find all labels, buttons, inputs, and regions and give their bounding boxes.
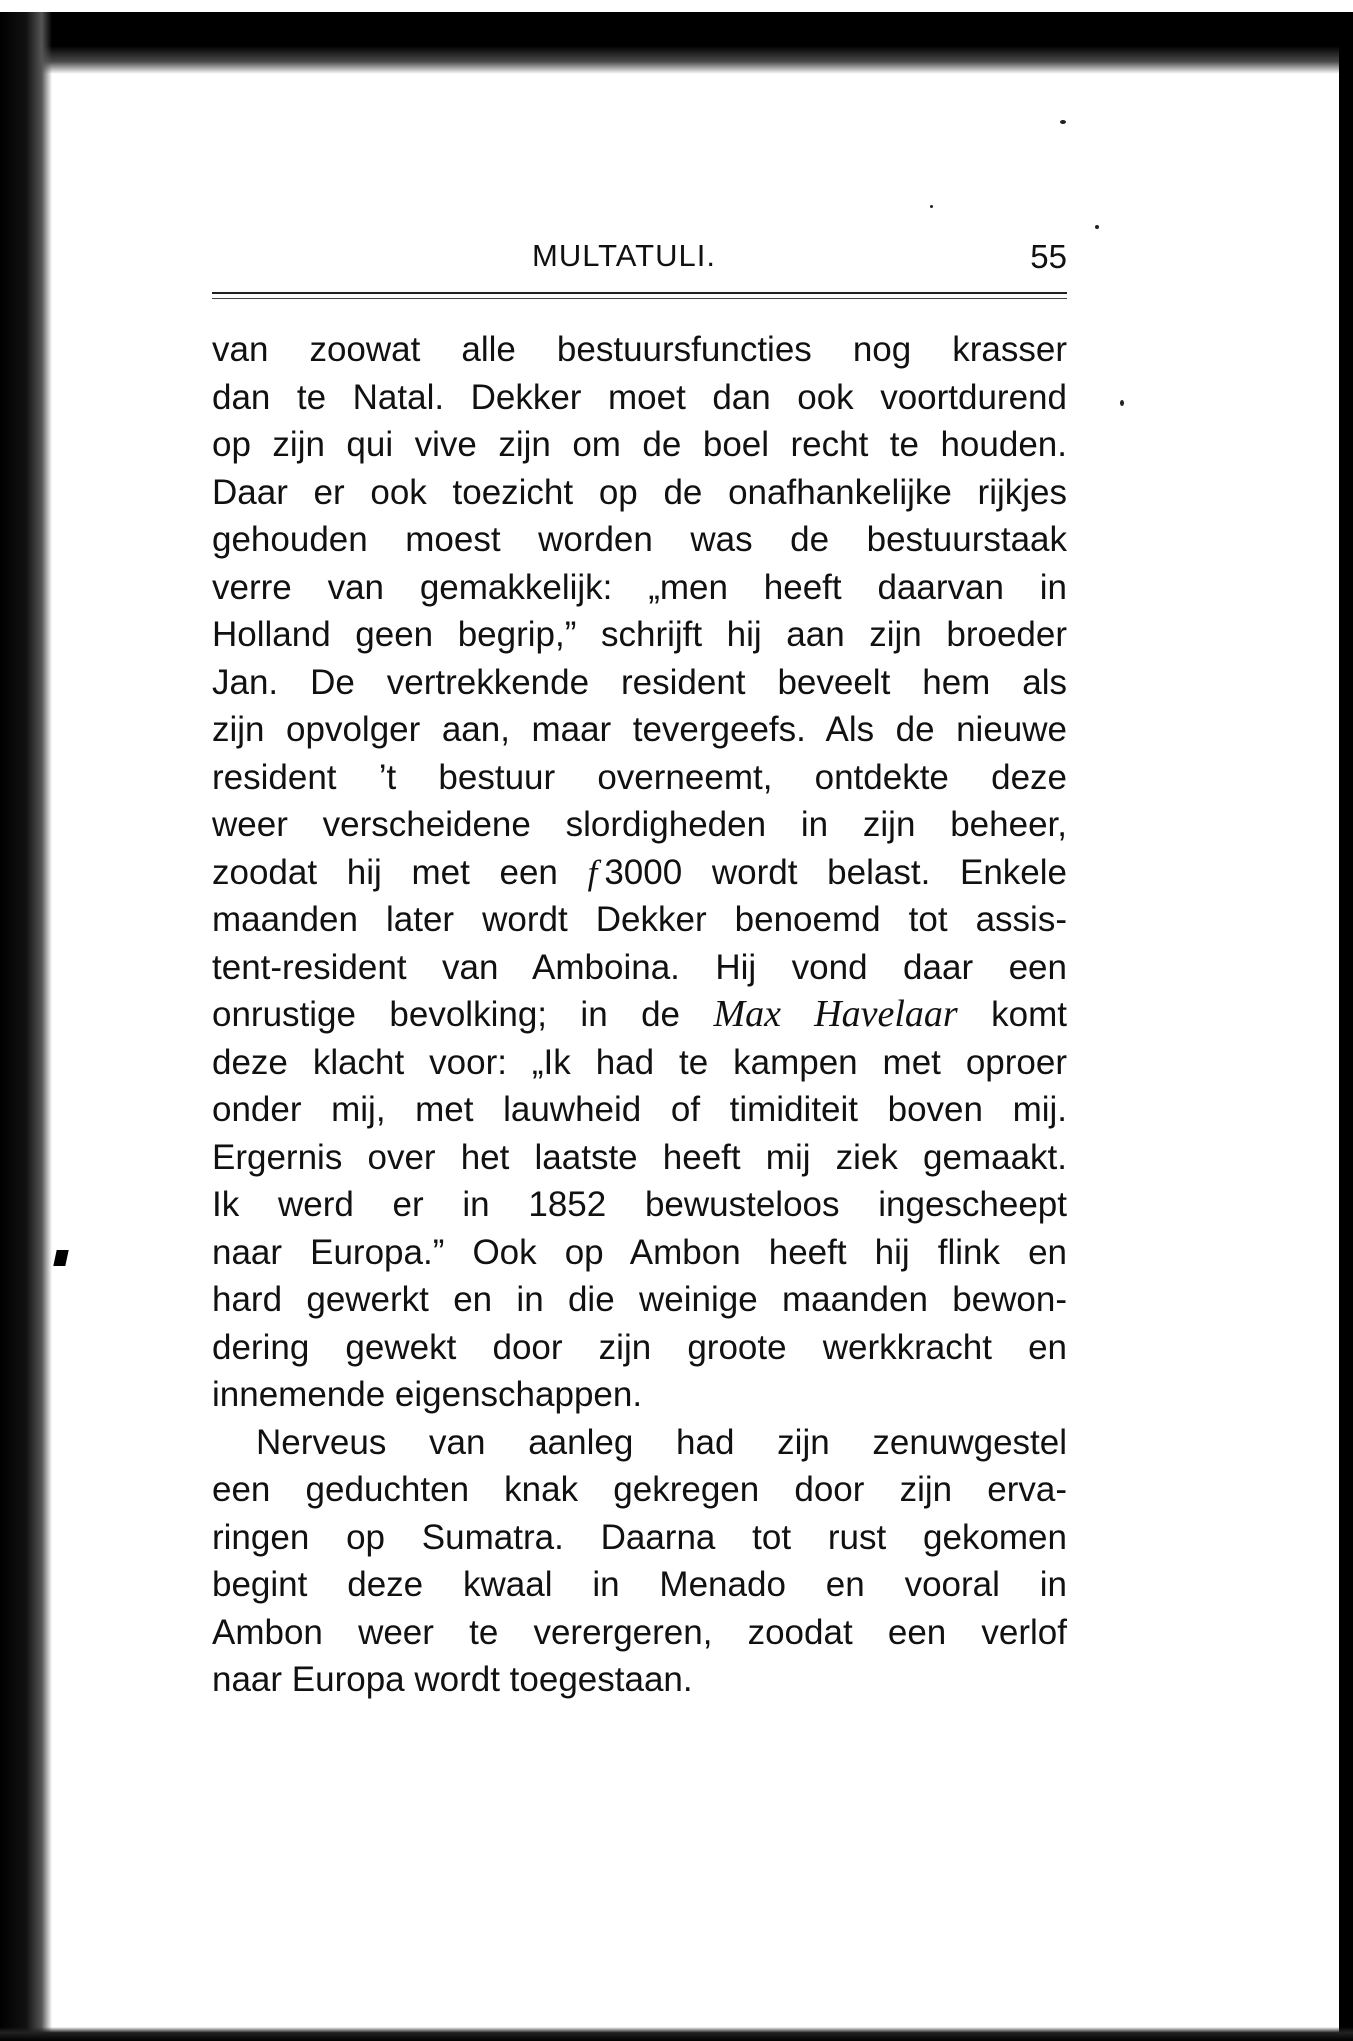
text-line: van zoowat alle bestuursfuncties nog krasser <box>212 330 1067 369</box>
amount: 3000 <box>604 852 683 892</box>
text-line-with-title <box>212 991 1067 1039</box>
text-line: resident ’t bestuur overneemt, ontdekte deze <box>212 757 1067 797</box>
text-segment: komt <box>991 995 1068 1034</box>
text-line: Daar er ook toezicht op de onafhankelijke rijkjes <box>212 472 1067 512</box>
scan-left-edge <box>0 12 52 2041</box>
guilder-sign: f <box>587 852 598 892</box>
text-line: Nerveus van aanleg had zijn zenuwgestel <box>256 1422 1067 1462</box>
text-line: weer verscheidene slordigheden in zijn beheer, <box>212 805 1067 844</box>
text-line: dan te Natal. Dekker moet dan ook voortdurend <box>212 377 1067 417</box>
text-line-with-currency <box>212 849 1067 897</box>
text-line: dering gewekt door zijn groote werkkracht en <box>212 1327 1067 1367</box>
scan-right-edge <box>1339 12 1353 2041</box>
scan-top-edge <box>0 12 1353 74</box>
text-line: tent-resident van Amboina. Hij vond daar een <box>212 947 1067 987</box>
text-line: Holland geen begrip,” schrijft hij aan zijn broeder <box>212 615 1067 654</box>
text-line: Ik werd er in 1852 bewusteloos ingescheept <box>212 1185 1067 1224</box>
text-line: hard gewerkt en in die weinige maanden bewon- <box>212 1280 1067 1319</box>
text-line: innemende eigenschappen. <box>212 1375 643 1414</box>
scan-bottom-edge <box>0 2027 1353 2041</box>
text-line: gehouden moest worden was de bestuurstaak <box>212 520 1067 559</box>
text-line: een geduchten knak gekregen door zijn erva- <box>212 1470 1067 1509</box>
body-text <box>212 326 1067 1704</box>
text-line: Jan. De vertrekkende resident beveelt hem als <box>212 662 1067 702</box>
text-line: verre van gemakkelijk: „men heeft daarvan in <box>212 567 1067 607</box>
text-line: begint deze kwaal in Menado en vooral in <box>212 1565 1067 1604</box>
scan-speck <box>1120 400 1124 406</box>
header-rule <box>212 292 1067 299</box>
margin-mark <box>53 1250 68 1266</box>
text-line: naar Europa.” Ook op Ambon heeft hij flink en <box>212 1232 1067 1272</box>
text-line: ringen op Sumatra. Daarna tot rust gekomen <box>212 1517 1067 1557</box>
scan-speck <box>1095 225 1099 229</box>
text-segment: wordt belast. Enkele <box>711 852 1067 892</box>
scan-speck <box>930 205 933 208</box>
text-segment: zoodat hij met een <box>212 852 558 892</box>
text-line: onder mij, met lauwheid of timiditeit boven mij. <box>212 1090 1067 1129</box>
text-line: Ergernis over het laatste heeft mij ziek gemaakt. <box>212 1137 1067 1177</box>
page-number: 55 <box>1030 238 1067 275</box>
text-line: deze klacht voor: „Ik had te kampen met oproer <box>212 1042 1067 1082</box>
text-line: op zijn qui vive zijn om de boel recht te houden. <box>212 425 1067 464</box>
page-header <box>212 232 1067 282</box>
text-line: Ambon weer te verergeren, zoodat een verlof <box>212 1612 1067 1652</box>
text-line: naar Europa wordt toegestaan. <box>212 1660 693 1699</box>
text-line: maanden later wordt Dekker benoemd tot assis- <box>212 900 1067 939</box>
book-title: Max Havelaar <box>713 993 958 1035</box>
paragraph-2 <box>212 1419 1067 1704</box>
running-title: MULTATULI. <box>532 238 716 273</box>
paragraph-1 <box>212 326 1067 1419</box>
text-line: zijn opvolger aan, maar tevergeefs. Als de nieuwe <box>212 710 1067 749</box>
text-segment: onrustige bevolking; in de <box>212 995 681 1034</box>
scan-speck <box>1060 120 1066 124</box>
